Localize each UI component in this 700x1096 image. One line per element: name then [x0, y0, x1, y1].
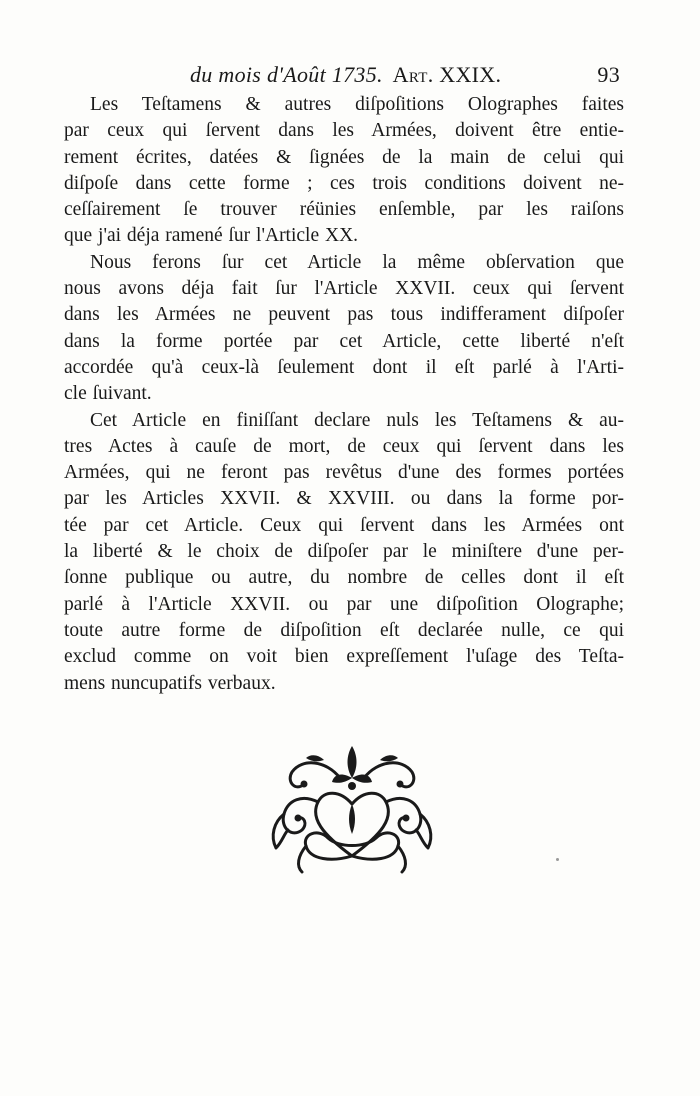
running-head-article: Art. XXIX.: [392, 62, 502, 87]
text-line: Les Teſtamens & autres diſpoſitions Olographes faites: [90, 94, 624, 115]
paragraph-3: [64, 408, 624, 697]
text-line: ſonne publique ou autre, du nombre de celles dont il eſt: [64, 567, 624, 589]
running-head: [190, 62, 620, 88]
fleuron-tailpiece-icon: [262, 738, 442, 876]
text-line: diſpoſe dans cette forme ; ces trois conditions doivent ne-: [64, 172, 624, 194]
text-line: tres Actes à cauſe de mort, de ceux qui ſervent dans les: [64, 435, 624, 457]
paragraph-2: [64, 250, 624, 408]
text-line: Cet Article en finiſſant declare nuls les Teſtamens & au-: [90, 409, 624, 431]
text-line: cle ſuivant.: [64, 383, 152, 405]
running-head-date: du mois d'Août 1735.: [190, 62, 383, 87]
text-line: accordée qu'à ceux-là ſeulement dont il eſt parlé à l'Arti-: [64, 356, 624, 378]
text-line: par ceux qui ſervent dans les Armées, doivent être entie-: [64, 120, 624, 142]
paragraph-1: [64, 92, 624, 250]
text-line: que j'ai déja ramené ſur l'Article XX.: [64, 225, 359, 247]
body-text: [64, 92, 624, 697]
text-line: tée par cet Article. Ceux qui ſervent dans les Armées ont: [64, 514, 624, 536]
page-number: 93: [597, 62, 620, 87]
text-line: ceſſairement ſe trouver réünies enſemble, par les raiſons: [64, 199, 624, 221]
text-line: Nous ferons ſur cet Article la même obſervation que: [90, 251, 624, 273]
text-line: dans la forme portée par cet Article, cette liberté n'eſt: [64, 330, 624, 352]
text-line: rement écrites, datées & ſignées de la main de celui qui: [64, 146, 624, 168]
text-line: exclud comme on voit bien expreſſement l'uſage des Teſta-: [64, 646, 624, 668]
text-line: parlé à l'Article XXVII. ou par une diſpoſition Olographe;: [64, 593, 624, 615]
text-line: dans les Armées ne peuvent pas tous indifferament diſpoſer: [64, 304, 624, 326]
text-line: mens nuncupatifs verbaux.: [64, 672, 276, 694]
text-line: par les Articles XXVII. & XXVIII. ou dans la forme por-: [64, 488, 624, 510]
text-line: nous avons déja fait ſur l'Article XXVII. ceux qui ſervent: [64, 278, 624, 300]
text-line: toute autre forme de diſpoſition eſt declarée nulle, ce qui: [64, 619, 624, 641]
paper-speck: [556, 858, 559, 861]
text-line: Armées, qui ne feront pas revêtus d'une des formes portées: [64, 462, 624, 484]
text-line: la liberté & le choix de diſpoſer par le miniſtere d'une per-: [64, 541, 624, 563]
